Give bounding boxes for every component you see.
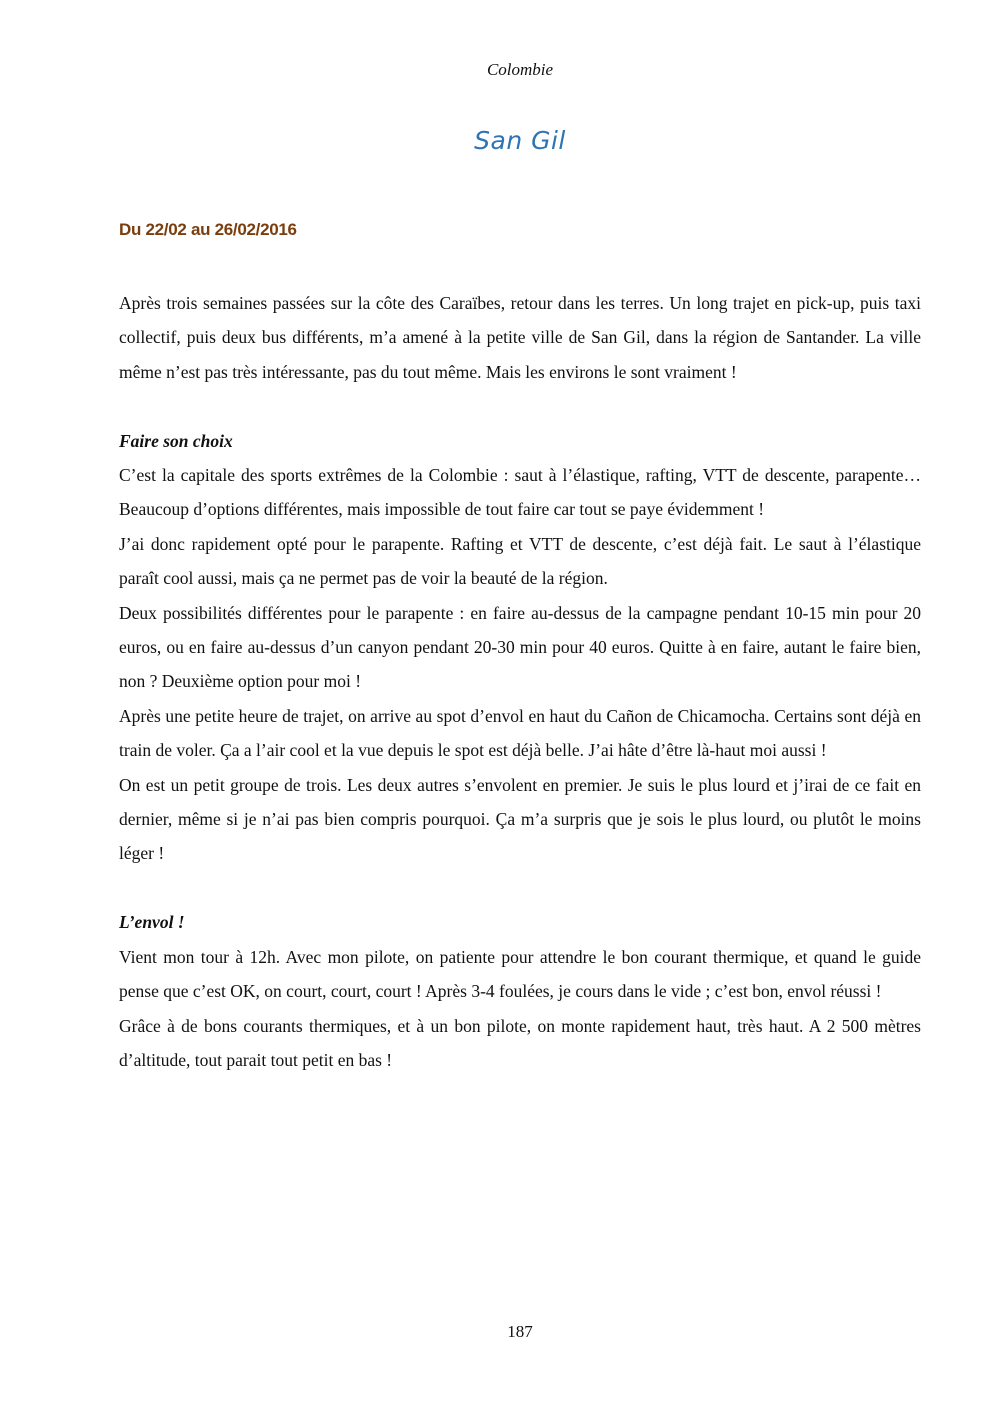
paragraph: Après une petite heure de trajet, on arrive au spot d’envol en haut du Cañon de Chicamocha. Certains sont déjà en train de voler. Ça a l’air cool et la vue depuis le spot est déjà belle. J’ai hâte d’être là-haut moi aussi ! [119, 705, 921, 761]
paragraph: Grâce à de bons courants thermiques, et à un bon pilote, on monte rapidement haut, très haut. A 2 500 mètres d’altitude, tout parait tout petit en bas ! [119, 1015, 921, 1070]
section-title-envol: L’envol ! [119, 912, 185, 933]
page-number: 187 [507, 1322, 533, 1341]
running-header: Colombie [486, 60, 554, 79]
body-text [119, 286, 921, 1077]
paragraph: Deux possibilités différentes pour le parapente : en faire au-dessus de la campagne pendant 10-15 min pour 20 euros, ou en faire au-dessus d’un canyon pendant 20-30 min pour 40 euros. Quitte à en faire, autant le faire bien, non ? Deuxième option pour moi ! [119, 602, 921, 692]
intro-paragraph: Après trois semaines passées sur la côte des Caraïbes, retour dans les terres. Un long trajet en pick-up, puis taxi collectif, puis deux bus différents, m’a amené à la petite ville de San Gil, dans la région de Santander. La ville même n’est pas très intéressante, pas du tout même. Mais les environs le sont vraiment ! [119, 293, 921, 382]
paragraph: J’ai donc rapidement opté pour le parapente. Rafting et VTT de descente, c’est déjà fait. Le saut à l’élastique paraît cool aussi, mais ça ne permet pas de voir la beauté de la région. [119, 533, 921, 589]
paragraph: C’est la capitale des sports extrêmes de la Colombie : saut à l’élastique, rafting, VTT de descente, parapente… Beaucoup d’options différentes, mais impossible de tout faire car tout se paye évidemment ! [119, 465, 921, 520]
paragraph: Vient mon tour à 12h. Avec mon pilote, on patiente pour attendre le bon courant thermique, et quand le guide pense que c’est OK, on court, court, court ! Après 3-4 foulées, je cours dans le vide ; c’est bon, envol réussi ! [119, 946, 921, 1002]
date-range: Du 22/02 au 26/02/2016 [119, 220, 297, 239]
section-title-choix: Faire son choix [119, 430, 233, 451]
page-title: San Gil [474, 126, 566, 155]
paragraph: On est un petit groupe de trois. Les deux autres s’envolent en premier. Je suis le plus lourd et j’irai de ce fait en dernier, même si je n’ai pas bien compris pourquoi. Ça m’a surpris que je sois le plus lourd, ou plutôt le moins léger ! [119, 774, 921, 864]
